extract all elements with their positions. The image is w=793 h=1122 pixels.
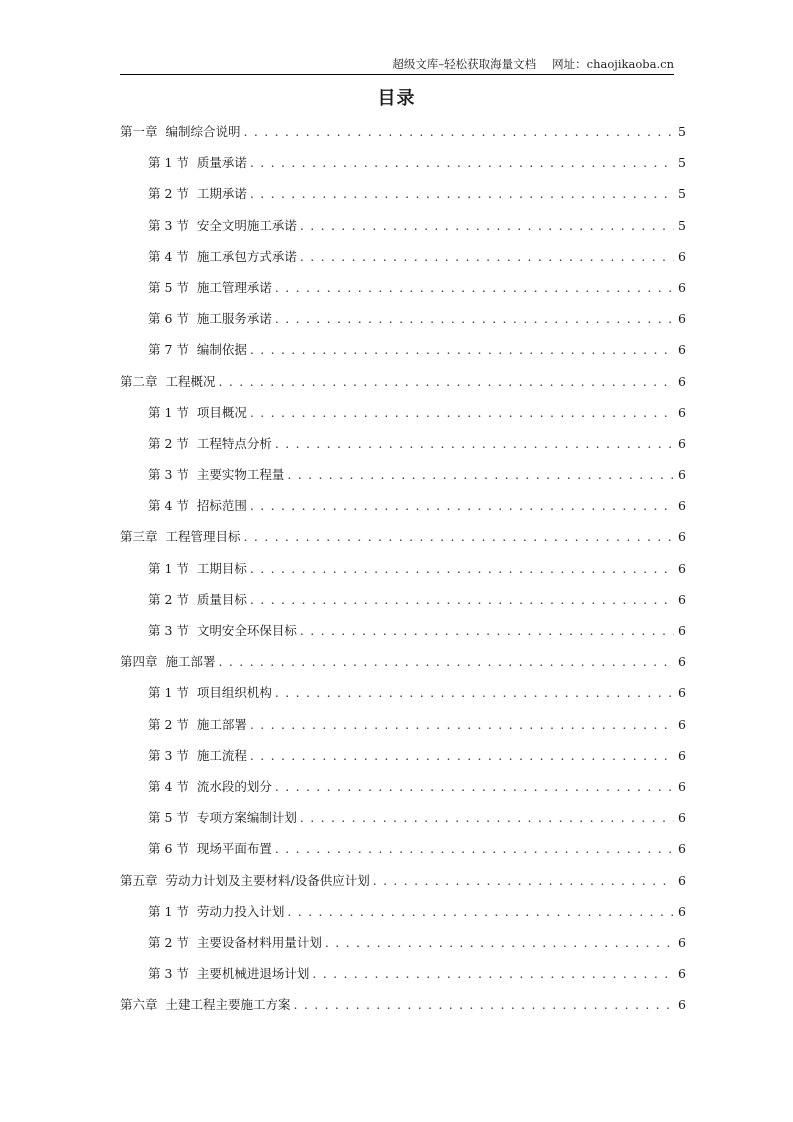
- toc-page-number: 6: [678, 778, 686, 794]
- toc-page-number: 6: [678, 623, 686, 638]
- toc-section-entry[interactable]: [120, 334, 686, 365]
- toc-entry-number: 第三章: [120, 529, 158, 545]
- toc-chapter-entry[interactable]: [120, 366, 686, 397]
- toc-section-entry[interactable]: [120, 771, 686, 802]
- toc-page-number: 6: [678, 435, 686, 451]
- toc-entry-title: 施工服务承诺: [196, 311, 272, 327]
- toc-page-number: 6: [678, 747, 686, 763]
- toc-entry-number: 第 3 节: [148, 747, 189, 763]
- toc-entry-number: 第 3 节: [148, 467, 189, 483]
- toc-page-number: 6: [678, 404, 686, 420]
- toc-section-entry[interactable]: [120, 553, 686, 584]
- toc-dot-leader: [287, 459, 674, 490]
- toc-entry-number: 第 6 节: [148, 311, 189, 327]
- toc-dot-leader: [250, 553, 674, 584]
- toc-entry-title: 现场平面布置: [196, 841, 272, 857]
- toc-page-number: 5: [678, 217, 686, 233]
- toc-entry-title: 质量目标: [196, 591, 247, 607]
- toc-entry-number: 第 1 节: [148, 560, 189, 576]
- toc-dot-leader: [275, 771, 674, 802]
- toc-page-number: 6: [678, 279, 686, 295]
- toc-dot-leader: [287, 896, 674, 927]
- toc-entry-number: 第 4 节: [148, 498, 189, 514]
- toc-entry-number: 第 3 节: [148, 217, 189, 233]
- toc-entry-number: 第 1 节: [148, 155, 189, 171]
- toc-entry-title: 劳动力计划及主要材料/设备供应计划: [165, 872, 370, 888]
- page-title: 目录: [377, 88, 416, 109]
- toc-page-number: 6: [678, 872, 686, 888]
- toc-entry-title: 施工管理承诺: [196, 279, 272, 295]
- page-header: [120, 56, 674, 72]
- toc-entry-title: 工程管理目标: [165, 529, 241, 545]
- toc-dot-leader: [275, 272, 674, 303]
- toc-dot-leader: [300, 210, 674, 241]
- toc-section-entry[interactable]: [120, 958, 686, 989]
- toc-entry-title: 专项方案编制计划: [196, 810, 297, 826]
- toc-page-number: 5: [678, 124, 686, 139]
- toc-entry-title: 劳动力投入计划: [196, 903, 285, 919]
- toc-section-entry[interactable]: [120, 615, 686, 646]
- toc-dot-leader: [325, 927, 674, 958]
- toc-section-entry[interactable]: [120, 272, 686, 303]
- table-of-contents: [120, 116, 686, 1020]
- toc-section-entry[interactable]: [120, 802, 686, 833]
- toc-entry-title: 项目概况: [196, 404, 247, 420]
- toc-dot-leader: [250, 709, 674, 740]
- toc-dot-leader: [250, 147, 674, 178]
- toc-section-entry[interactable]: [120, 490, 686, 521]
- toc-dot-leader: [300, 802, 674, 833]
- toc-dot-leader: [244, 521, 674, 552]
- toc-page-number: 6: [678, 966, 686, 982]
- toc-section-entry[interactable]: [120, 397, 686, 428]
- toc-entry-title: 土建工程主要施工方案: [165, 997, 291, 1013]
- toc-section-entry[interactable]: [120, 584, 686, 615]
- toc-entry-title: 主要实物工程量: [196, 467, 285, 483]
- toc-section-entry[interactable]: [120, 303, 686, 334]
- header-site-name: 超级文库–轻松获取海量文档: [392, 57, 537, 71]
- toc-chapter-entry[interactable]: [120, 116, 686, 147]
- toc-section-entry[interactable]: [120, 677, 686, 708]
- toc-entry-title: 安全文明施工承诺: [196, 217, 297, 233]
- toc-entry-number: 第 1 节: [148, 404, 189, 420]
- toc-entry-number: 第 2 节: [148, 435, 189, 451]
- toc-entry-number: 第二章: [120, 373, 158, 389]
- toc-dot-leader: [275, 677, 674, 708]
- toc-section-entry[interactable]: [120, 241, 686, 272]
- toc-entry-title: 工程概况: [165, 373, 216, 389]
- toc-entry-title: 工程特点分析: [196, 435, 272, 451]
- toc-entry-number: 第 2 节: [148, 591, 189, 607]
- toc-entry-number: 第 3 节: [148, 623, 189, 638]
- toc-entry-number: 第 1 节: [148, 685, 189, 701]
- toc-page-number: 6: [678, 311, 686, 327]
- toc-entry-title: 施工部署: [165, 654, 216, 670]
- toc-page-number: 6: [678, 903, 686, 919]
- toc-entry-number: 第 2 节: [148, 186, 189, 202]
- toc-dot-leader: [275, 303, 674, 334]
- toc-section-entry[interactable]: [120, 210, 686, 241]
- toc-entry-number: 第 1 节: [148, 903, 189, 919]
- toc-page-number: 6: [678, 934, 686, 950]
- toc-entry-number: 第 2 节: [148, 716, 189, 732]
- toc-page-number: 6: [678, 716, 686, 732]
- toc-entry-number: 第 6 节: [148, 841, 189, 857]
- toc-entry-title: 主要机械进退场计划: [196, 966, 310, 982]
- toc-section-entry[interactable]: [120, 833, 686, 864]
- toc-chapter-entry[interactable]: [120, 646, 686, 677]
- toc-dot-leader: [244, 116, 674, 147]
- toc-page-number: 6: [678, 529, 686, 545]
- toc-entry-title: 招标范围: [196, 498, 247, 514]
- toc-entry-title: 文明安全环保目标: [196, 623, 297, 638]
- toc-page-number: 6: [678, 591, 686, 607]
- toc-dot-leader: [250, 178, 674, 209]
- toc-dot-leader: [219, 646, 674, 677]
- toc-entry-title: 编制依据: [196, 342, 247, 358]
- toc-entry-title: 质量承诺: [196, 155, 247, 171]
- toc-dot-leader: [312, 958, 674, 989]
- toc-page-number: 6: [678, 685, 686, 701]
- toc-page-number: 6: [678, 342, 686, 358]
- toc-section-entry[interactable]: [120, 927, 686, 958]
- toc-dot-leader: [250, 740, 674, 771]
- toc-chapter-entry[interactable]: [120, 521, 686, 552]
- toc-dot-leader: [275, 428, 674, 459]
- toc-page-number: 5: [678, 155, 686, 171]
- toc-page-number: 6: [678, 841, 686, 857]
- toc-entry-number: 第 4 节: [148, 778, 189, 794]
- toc-entry-title: 工期承诺: [196, 186, 247, 202]
- toc-dot-leader: [373, 865, 674, 896]
- toc-page-number: 6: [678, 467, 686, 483]
- toc-page-number: 5: [678, 186, 686, 202]
- toc-chapter-entry[interactable]: [120, 989, 686, 1020]
- toc-entry-title: 主要设备材料用量计划: [196, 934, 322, 950]
- toc-chapter-entry[interactable]: [120, 865, 686, 896]
- toc-dot-leader: [300, 241, 674, 272]
- toc-dot-leader: [294, 989, 674, 1020]
- toc-entry-number: 第五章: [120, 872, 158, 888]
- toc-entry-title: 施工部署: [196, 716, 247, 732]
- toc-entry-number: 第 4 节: [148, 248, 189, 264]
- toc-entry-title: 流水段的划分: [196, 778, 272, 794]
- toc-dot-leader: [250, 334, 674, 365]
- toc-page-number: 6: [678, 373, 686, 389]
- toc-page-number: 6: [678, 498, 686, 514]
- toc-section-entry[interactable]: [120, 428, 686, 459]
- toc-dot-leader: [219, 366, 674, 397]
- toc-section-entry[interactable]: [120, 178, 686, 209]
- toc-entry-title: 编制综合说明: [165, 124, 241, 139]
- toc-entry-number: 第 2 节: [148, 934, 189, 950]
- toc-page-number: 6: [678, 997, 686, 1013]
- toc-page-number: 6: [678, 810, 686, 826]
- toc-dot-leader: [300, 615, 674, 646]
- toc-entry-number: 第 7 节: [148, 342, 189, 358]
- toc-entry-number: 第 5 节: [148, 279, 189, 295]
- toc-dot-leader: [250, 490, 674, 521]
- toc-section-entry[interactable]: [120, 740, 686, 771]
- toc-entry-number: 第 5 节: [148, 810, 189, 826]
- toc-entry-title: 项目组织机构: [196, 685, 272, 701]
- toc-entry-title: 工期目标: [196, 560, 247, 576]
- toc-dot-leader: [250, 584, 674, 615]
- toc-page-number: 6: [678, 248, 686, 264]
- toc-entry-number: 第六章: [120, 997, 158, 1013]
- toc-entry-number: 第 3 节: [148, 966, 189, 982]
- toc-section-entry[interactable]: [120, 459, 686, 490]
- toc-section-entry[interactable]: [120, 147, 686, 178]
- toc-dot-leader: [275, 833, 674, 864]
- toc-entry-title: 施工承包方式承诺: [196, 248, 297, 264]
- toc-entry-number: 第四章: [120, 654, 158, 670]
- toc-entry-title: 施工流程: [196, 747, 247, 763]
- toc-section-entry[interactable]: [120, 709, 686, 740]
- toc-page-number: 6: [678, 560, 686, 576]
- header-url-label: 网址：: [552, 57, 587, 71]
- header-divider: [120, 74, 674, 75]
- toc-entry-number: 第一章: [120, 124, 158, 139]
- toc-dot-leader: [250, 397, 674, 428]
- toc-page-number: 6: [678, 654, 686, 670]
- header-url[interactable]: chaojikaoba.cn: [586, 57, 674, 71]
- toc-section-entry[interactable]: [120, 896, 686, 927]
